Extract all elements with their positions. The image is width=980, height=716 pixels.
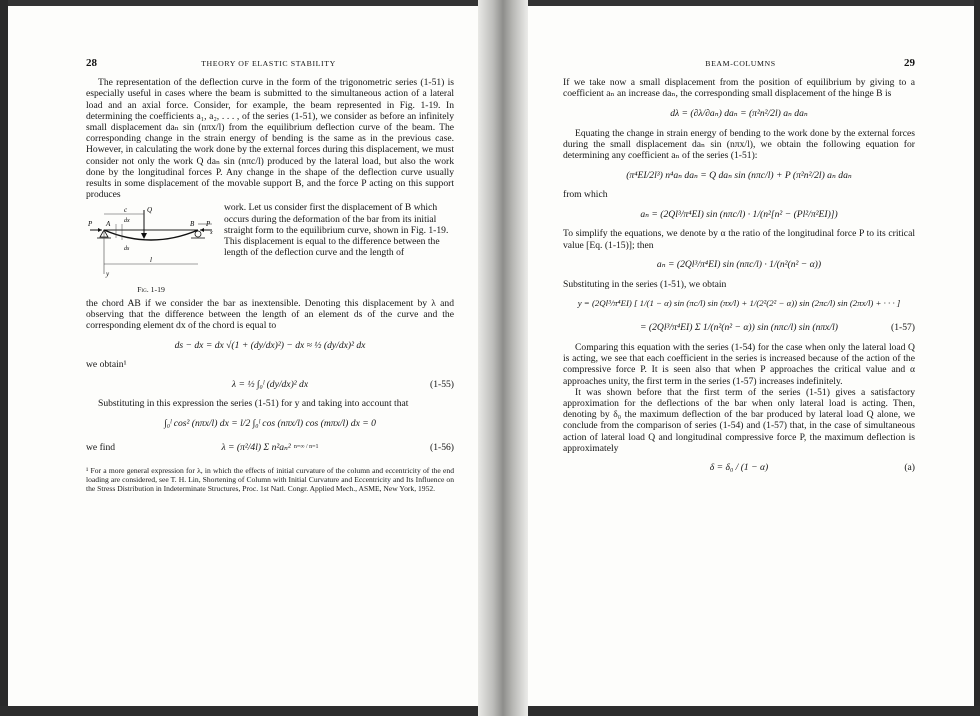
equation-ds-text: ds − dx = dx √(1 + (dy/dx)²) − dx ≈ ½ (dy/dx)² dx — [174, 339, 366, 351]
equation-1-56-sum-limits: n=∞ / n=1 — [293, 444, 319, 451]
deflection-curve — [104, 230, 198, 240]
equation-energy — [563, 165, 915, 185]
equation-1-56 — [86, 438, 454, 458]
scan-edge-right — [974, 0, 980, 716]
right-paragraph-6: It was shown before that the first term of the series (1-51) gives a satisfactory approximation for the deflections of the bar when only lateral load is acting. Then, denoting by δ₀ the maximum deflection of the bar produced by lateral load Q alone, we conclude from the comparison of series (1-54) and (1-57) that, in the case of simultaneous action of lateral load Q and longitudinal compressive force P, the maximum deflection is approximately — [563, 386, 915, 454]
arrow-q — [141, 233, 147, 239]
label-l: l — [150, 256, 152, 265]
roller-b — [195, 231, 201, 237]
book-gutter — [478, 0, 528, 716]
equation-integrals — [86, 414, 454, 434]
right-running-title: BEAM-COLUMNS — [705, 59, 776, 68]
figure-block — [86, 202, 454, 295]
equation-1-57-text: = (2Ql³/π⁴EI) Σ 1/(n²(n² − α)) sin (nπc/l) sin (nπx/l) — [640, 322, 838, 334]
figure-1-19 — [86, 202, 216, 295]
equation-an-1 — [563, 204, 915, 224]
scan-edge-left — [0, 0, 8, 716]
arrow-p-left — [98, 228, 102, 232]
equation-1-57 — [563, 318, 915, 338]
equation-dlambda — [563, 104, 915, 124]
equation-an-1-text: aₙ = (2Ql³/π⁴EI) sin (nπc/l) · 1/(n²[n² − (Pl²/π²EI)]) — [640, 208, 838, 220]
equation-1-55-number: (1-55) — [430, 378, 454, 390]
right-paragraph-5: Comparing this equation with the series (1-54) for the case when only the lateral load Q is acting, we see that each coefficient in the series is increased because of the action of the compressive force P. It is seen also that when P approaches the critical value and α approaches unity, the first term in the series (1-57) increases indefinitely. — [563, 342, 915, 387]
equation-an-2-text: aₙ = (2Ql³/π⁴EI) sin (nπc/l) · 1/(n²(n² − α)) — [656, 259, 822, 271]
equation-1-55-text: λ = ½ ∫₀ˡ (dy/dx)² dx — [231, 378, 309, 390]
label-y: y — [106, 270, 110, 279]
beam-diagram — [86, 202, 216, 282]
equation-dlambda-text: dλ = (∂λ/∂aₙ) daₙ = (π²n²/2l) aₙ daₙ — [670, 108, 808, 119]
left-paragraph-3: Substituting in this expression the series (1-51) for y and taking into account that — [98, 398, 409, 410]
figure-side-text: work. Let us consider first the displacement of B which occurs during the deformation of the bar from its initial straight form to the equilibrium curve, shown in Fig. 1-19. This displacement is equal to the difference between the length of the deflection curve and the length of — [224, 202, 449, 259]
equation-1-56-number: (1-56) — [430, 442, 454, 454]
from-which-text: from which — [563, 189, 608, 201]
left-running-header — [86, 58, 454, 69]
label-b: B — [190, 220, 195, 229]
left-paragraph-2: the chord AB if we consider the bar as inextensible. Denoting this displacement by λ and observing that the difference between the length of an element ds of the curve and the corresponding element dx of the chord is equal to — [86, 297, 454, 332]
equation-y-series-text: y = (2Ql³/π⁴EI) [ 1/(1 − α) sin (πc/l) sin (πx/l) + 1/(2²(2² − α)) sin (2πc/l) sin (2πx/l) + · · · ] — [577, 298, 901, 309]
arrow-p-right — [200, 228, 204, 232]
equation-energy-text: (π⁴EI/2l³) n⁴aₙ daₙ = Q daₙ sin (nπc/l) + P (π²n²/2l) aₙ daₙ — [626, 169, 852, 181]
footnote: ¹ For a more general expression for λ, in which the effects of initial curvature of the column and eccentricity of the end loading are considered, see T. H. Lin, Shortening of Column with Initial Curvature and Eccentricity and Its Influence on the Stress Distribution in Indeterminate Structures, Proc. 1st Natl. Congr. Applied Mech., ASME, New York, 1952. — [86, 465, 454, 493]
equation-y-series — [563, 294, 915, 314]
label-a: A — [106, 220, 111, 229]
equation-ds — [86, 335, 454, 355]
label-p-right: P — [206, 220, 211, 229]
equation-a-number: (a) — [904, 462, 915, 474]
we-obtain-text: we obtain¹ — [86, 359, 127, 371]
left-running-title: THEORY OF ELASTIC STABILITY — [201, 59, 336, 68]
equation-1-57-number: (1-57) — [891, 322, 915, 334]
label-x: x — [210, 230, 213, 237]
right-paragraph-2: Equating the change in strain energy of bending to the work done by the external forces during the small displacement daₙ sin (nπx/l), we obtain the following equation for determining any coefficient aₙ of the series (1-51): — [563, 127, 915, 162]
right-page-number: 29 — [903, 57, 915, 69]
left-page-number: 28 — [86, 57, 97, 69]
figure-caption: Fig. 1-19 — [137, 285, 165, 295]
right-paragraph-1: If we take now a small displacement from the position of equilibrium by giving to a coefficient aₙ an increase daₙ, the corresponding small displacement of the hinge B is — [563, 77, 915, 100]
left-paragraph-1: The representation of the deflection curve in the form of the trigonometric series (1-51) is especially useful in cases where the beam is submitted to the simultaneous action of a lateral load and an axial force. Consider, for example, the beam represented in Fig. 1-19. In determining the coefficients a₁, a₂, . . . , of the series (1-51), we consider as before an infinitely small displacement daₙ sin (nπx/l) from the equilibrium deflection curve of the beam. The corresponding change in the strain energy of bending is the same as in the previous case. However, in calculating the work done by the external forces during this displacement, we must consider not only the work Q daₙ sin (nπc/l) produced by the lateral load, but also the work done by the longitudinal forces P. Any change in the shape of the deflection curve usually results in some displacement of the movable support B, and the force P acting on this support produces — [86, 77, 454, 201]
equation-integrals-text: ∫₀ˡ cos² (nπx/l) dx = l/2 ∫₀ˡ cos (nπx/l) cos (mπx/l) dx = 0 — [164, 418, 376, 430]
label-q: Q — [147, 206, 153, 215]
equation-1-56-text: λ = (π²/4l) Σ n²aₙ² — [221, 442, 291, 454]
equation-an-2 — [563, 255, 915, 275]
right-page — [563, 58, 915, 482]
left-page — [86, 58, 454, 493]
right-paragraph-3: To simplify the equations, we denote by α the ratio of the longitudinal force P to its critical value [Eq. (1-15)]; then — [563, 228, 915, 251]
right-paragraph-4: Substituting in the series (1-51), we obtain — [563, 278, 727, 290]
label-dx: dx — [124, 218, 130, 225]
we-find-text: we find — [86, 442, 116, 454]
equation-a — [563, 458, 915, 478]
label-p-left: P — [88, 220, 93, 229]
right-running-header — [563, 58, 915, 69]
equation-a-text: δ = δ₀ / (1 − α) — [709, 462, 769, 474]
equation-1-55 — [86, 374, 454, 394]
label-c: c — [124, 206, 128, 215]
label-ds: ds — [124, 246, 130, 253]
